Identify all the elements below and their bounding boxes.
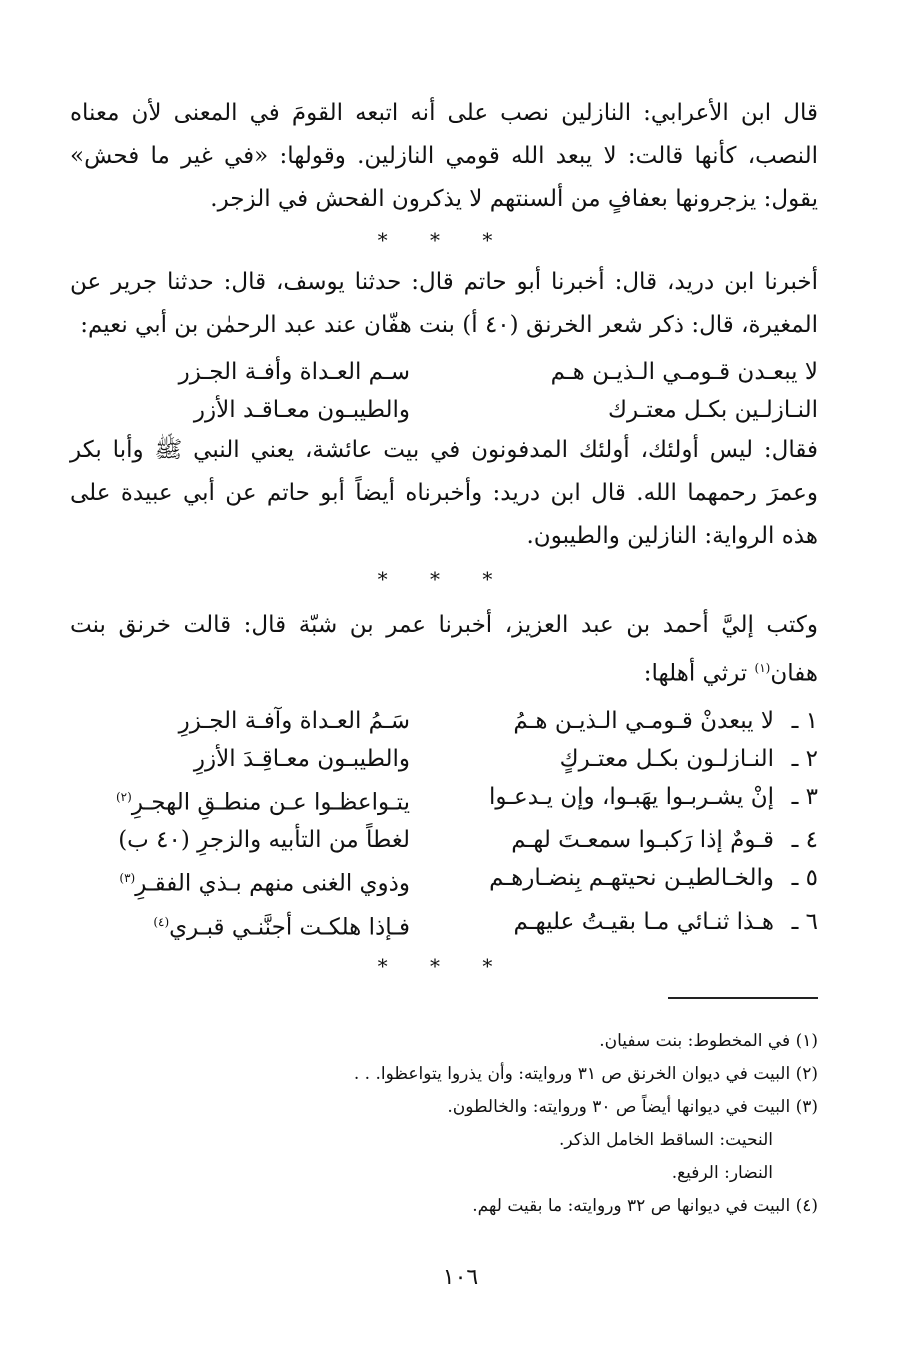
section-separator: * * * — [377, 228, 511, 252]
verse-hemistich-1: لا يبعدنْ قـومـي الـذيـن هـمُ — [513, 707, 774, 734]
footnote-2: (٢) البيت في ديوان الخرنق ص ٣١ وروايته: وأن يذروا يتواعظوا. . . — [353, 1064, 818, 1084]
verse-line — [70, 778, 818, 822]
paragraph-1: قال ابن الأعرابي: النازلين نصب على أنه اتبعه القومَ في المعنى لأن معناه النصب، كأنها قالت: لا يبعد الله قومي النازلين. وقولها: «في غير ما فحش» يقول: يزجرونها بعفافٍ من ألسنتهم لا يذكرون الفحش في الزجر. — [70, 100, 818, 212]
footnote-1: (١) في المخطوط: بنت سفيان. — [599, 1031, 818, 1051]
footnote-3-gloss-1: النحيت: الساقط الخامل الذكر. — [558, 1130, 773, 1150]
verse-line — [70, 353, 818, 391]
verse-hemistich-1: هـذا ثنـائي مـا بقيـتُ عليهـم — [513, 908, 774, 935]
verse-hemistich-1: والخـالطيـن نحيتهـم بِنضـارهـم — [489, 865, 774, 892]
verse-hemistich-1: قـومٌ إذا رَكبـوا سمعـتَ لهـم — [511, 827, 774, 854]
section-separator: * * * — [377, 567, 511, 591]
verse-number: ٢ ـ — [791, 745, 818, 772]
verse-number: ١ ـ — [791, 707, 818, 734]
footnotes — [70, 1025, 818, 1223]
verse-hemistich-1: النـازلـين بكـل معتـرك — [607, 397, 818, 423]
paragraph-4 — [70, 604, 818, 696]
verse-line — [70, 740, 818, 778]
verse-line — [70, 391, 818, 429]
verse-line — [70, 859, 818, 903]
verse-hemistich-2: يتـواعظـوا عـن منطـقِ الهجـرِ — [131, 789, 410, 816]
verse-hemistich-2: والطيبـون معـاقِـدَ الأزرِ — [193, 745, 410, 772]
paragraph-2: أخبرنا ابن دريد، قال: أخبرنا أبو حاتم قال: حدثنا يوسف، قال: حدثنا جرير عن المغيرة، قال: ذكر شعر الخرنق (٤٠ أ) بنت هفّان عند عبد الرحمٰن بن أبي نعيم: — [70, 269, 818, 338]
footnote-ref: (٤) — [153, 914, 170, 929]
footnote-3: (٣) البيت في ديوانها أيضاً ص ٣٠ وروايته: والخالطون. — [447, 1097, 818, 1117]
page-body — [70, 92, 818, 985]
footnote-4: (٤) البيت في ديوانها ص ٣٢ وروايته: ما بقيت لهم. — [472, 1196, 818, 1216]
paragraph-4-end: ترثي أهلها: — [643, 660, 755, 687]
verse-hemistich-2: فـإذا هلكـت أجنَّنـي قبـري — [169, 914, 410, 941]
verse-number: ٤ ـ — [791, 827, 818, 854]
page-number: ١٠٦ — [442, 1265, 479, 1290]
verse-hemistich-2: لغطاً من التأبيه والزجرِ (٤٠ ب) — [118, 827, 410, 854]
verse-hemistich-2: سـم العـداة وأفـة الجـزر — [178, 359, 410, 385]
footnote-ref: (١) — [754, 661, 771, 675]
verse-hemistich-2: وذوي الغنى منهم بـذي الفقـرِ — [135, 870, 410, 897]
verse-number: ٥ ـ — [791, 865, 818, 892]
paragraph-3: فقال: ليس أولئك، أولئك المدفونون في بيت عائشة، يعني النبي ﷺ وأبا بكر وعمرَ رحمهما الله. قال ابن دريد: وأخبرناه أيضاً أبو حاتم عن أبي عبيدة على هذه الرواية: النازلين والطيبون. — [70, 437, 818, 549]
verse-block-numbered — [70, 702, 818, 947]
footnote-ref: (٢) — [115, 789, 132, 804]
verse-hemistich-1: النـازلـون بكـل معتـركٍ — [559, 745, 774, 772]
footnote-3-gloss-2: النضار: الرفيع. — [671, 1163, 773, 1183]
footnote-divider — [668, 997, 818, 999]
verse-line — [70, 702, 818, 740]
verse-hemistich-1: لا يبعـدن قـومـي الـذيـن هـم — [550, 359, 818, 385]
verse-line — [70, 821, 818, 859]
section-separator: * * * — [377, 953, 511, 978]
verse-number: ٣ ـ — [791, 783, 818, 810]
verse-number: ٦ ـ — [791, 908, 818, 935]
footnote-ref: (٣) — [119, 871, 136, 886]
verse-line — [70, 903, 818, 947]
verse-block-short — [70, 353, 818, 429]
verse-hemistich-2: والطيبـون معـاقـد الأزر — [193, 397, 410, 423]
verse-hemistich-1: إنْ يشـربـوا يهَبـوا، وإن يـدعـوا — [489, 783, 774, 810]
verse-hemistich-2: سَـمُ العـداة وآفـة الجـزرِ — [178, 707, 410, 734]
paragraph-4-text: وكتب إليَّ أحمد بن عبد العزيز، أخبرنا عمر بن شبّة قال: قالت خرنق بنت هفان — [70, 612, 818, 687]
